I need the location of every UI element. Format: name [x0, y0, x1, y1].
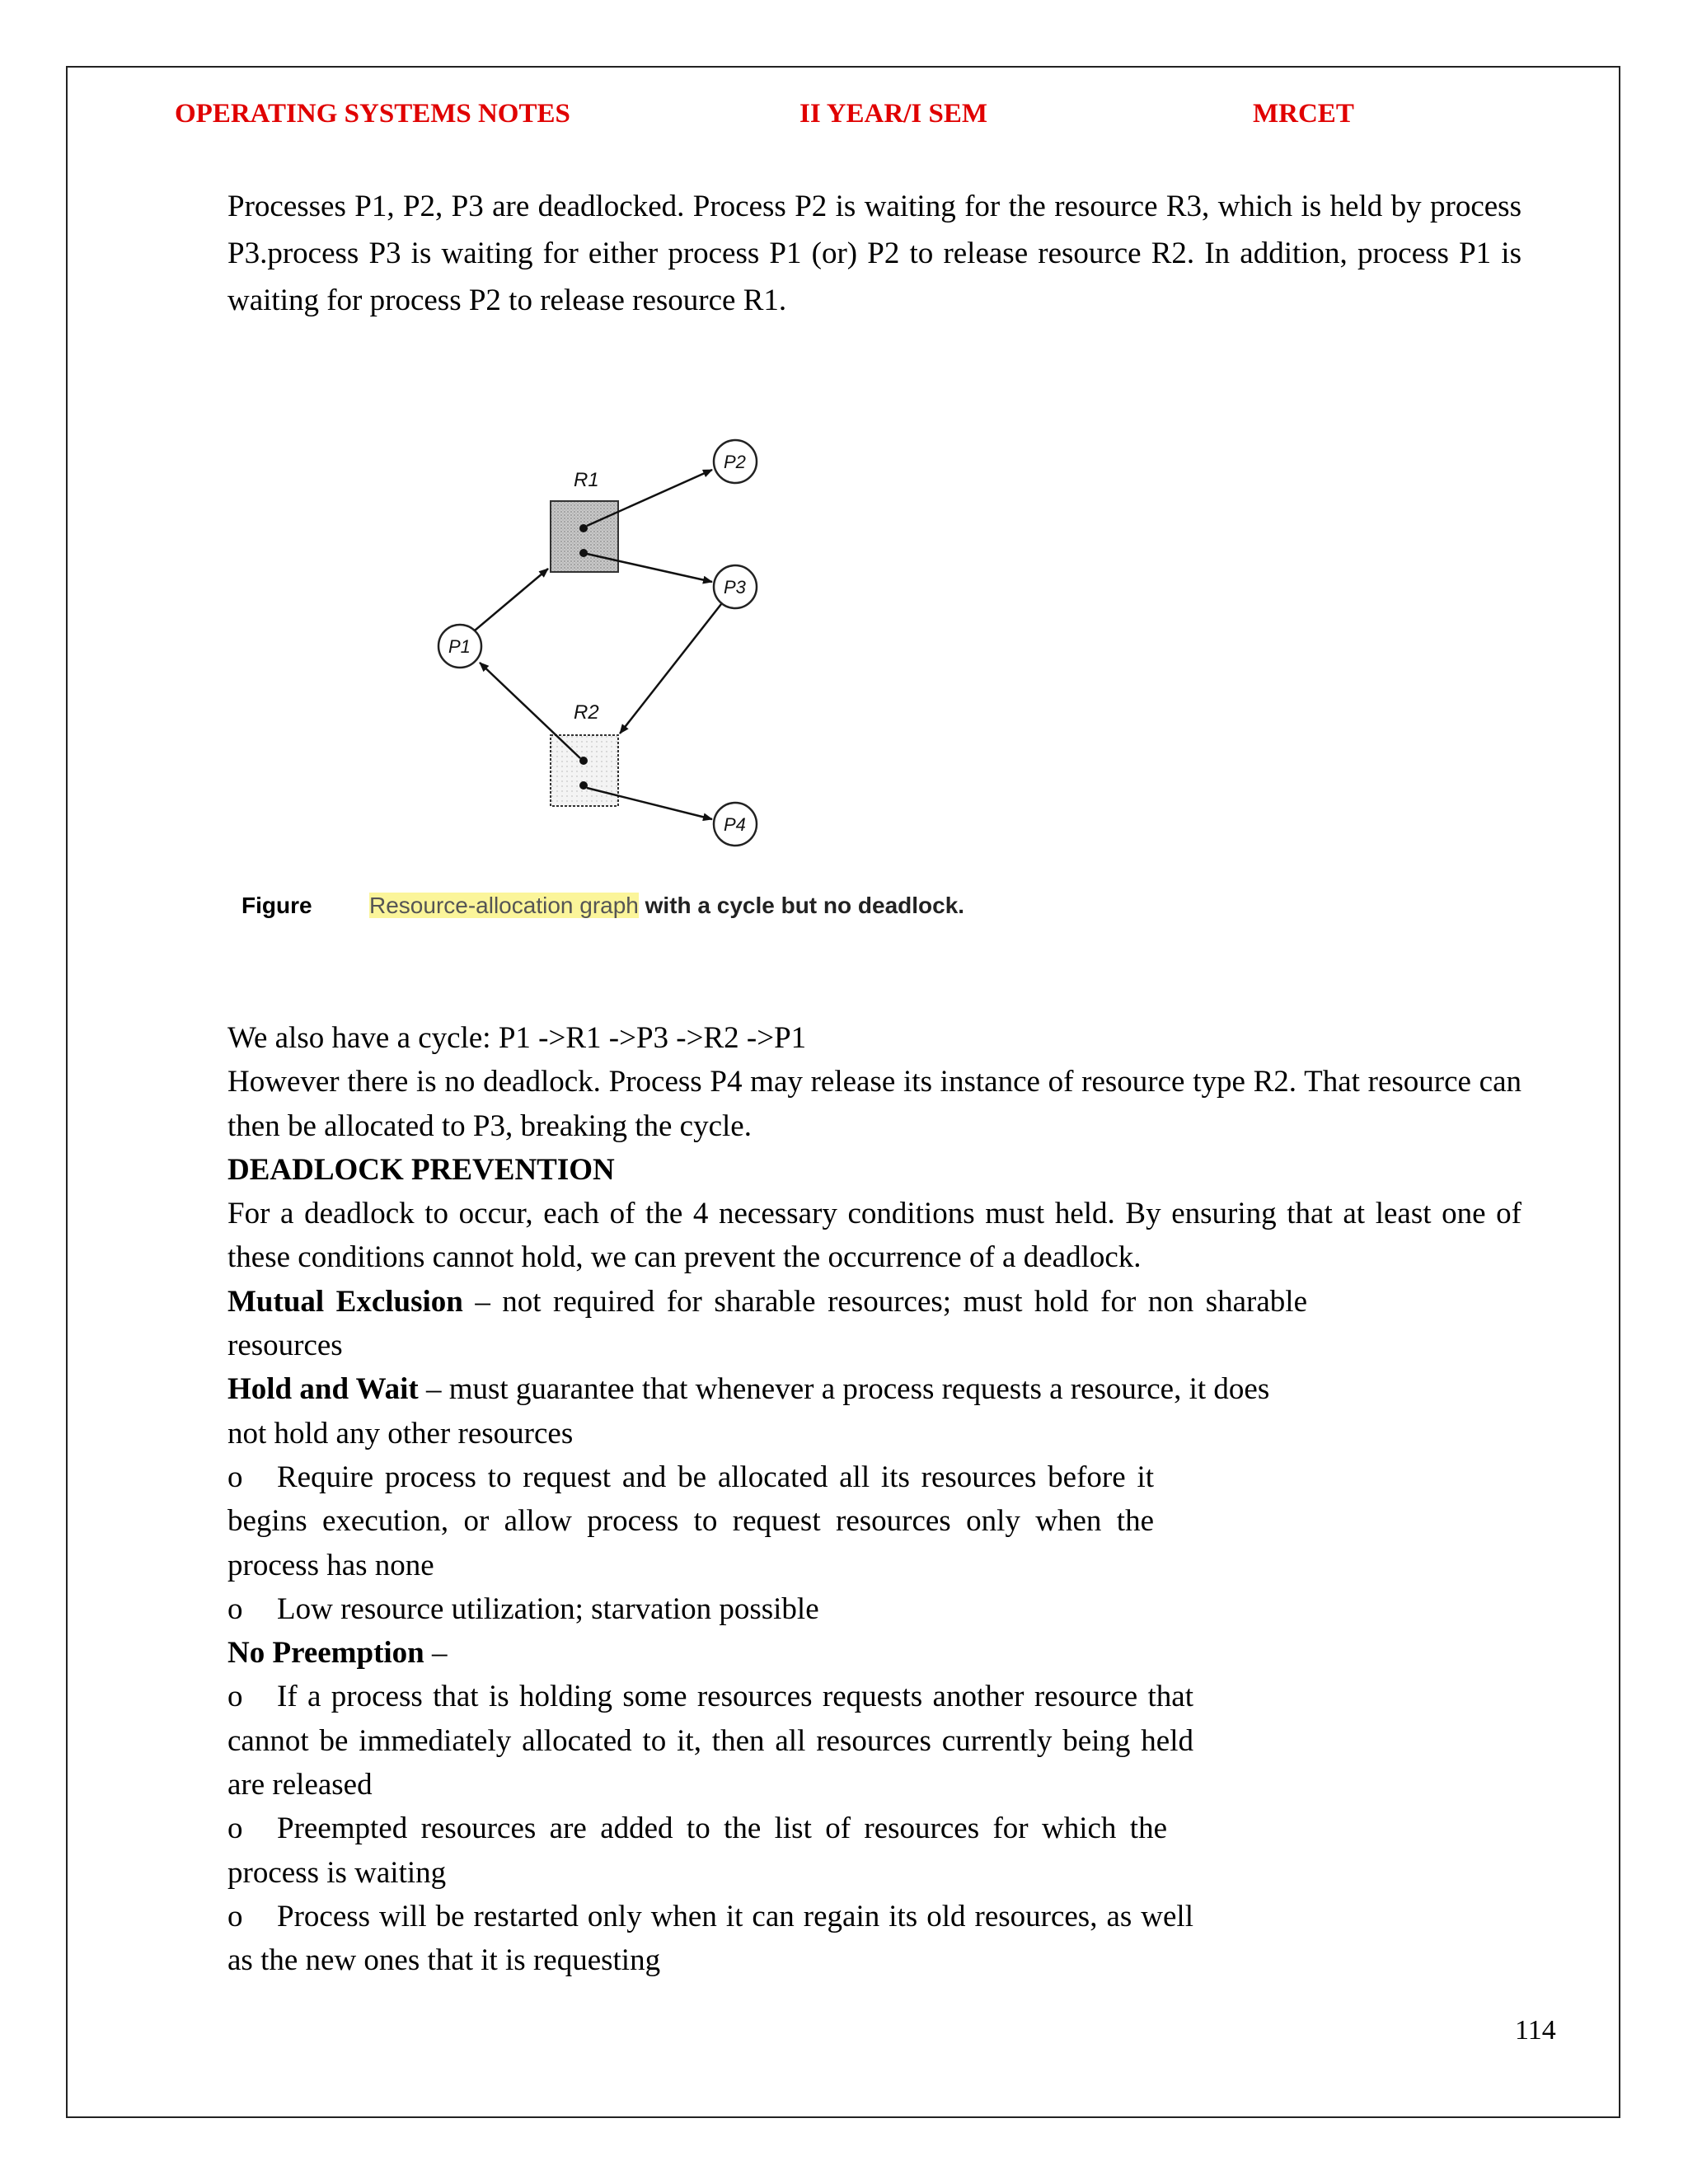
no-preemption-bullet-2: Preempted resources are added to the list of resources for which the process is waiting	[227, 1811, 1167, 1890]
list-item	[227, 1675, 1193, 1807]
mutual-exclusion-text: – not required for sharable resources; must hold for non sharable resources	[227, 1284, 1307, 1363]
list-item	[227, 1807, 1167, 1895]
process-p2-label: P2	[724, 452, 746, 472]
list-item	[227, 1895, 1193, 1983]
resource-r1-instance	[579, 524, 588, 532]
mutual-exclusion-item	[227, 1280, 1307, 1368]
body-text	[227, 1016, 1522, 1983]
no-preemption-term: No Preemption	[227, 1636, 424, 1671]
hold-wait-bullet-1: Require process to request and be allocated all its resources before it begins execution, or allow process to request resources only when the process has none	[227, 1460, 1154, 1582]
header-year-semester: II YEAR/I SEM	[799, 99, 987, 129]
resource-r1-instance	[579, 549, 588, 557]
no-preemption-item	[227, 1631, 1522, 1675]
no-preemption-dash: –	[424, 1636, 448, 1671]
intro-paragraph: Processes P1, P2, P3 are deadlocked. Process P2 is waiting for the resource R3, which is held by process P3.process P3 is waiting for either process P1 (or) P2 to release resource R2. In addition, process P1 is waiting for process P2 to release resource R1.	[227, 190, 1522, 317]
hold-and-wait-text: – must guarantee that whenever a process requests a resource, it does not hold any other resources	[227, 1372, 1270, 1451]
prevention-intro: For a deadlock to occur, each of the 4 necessary conditions must held. By ensuring that at least one of these conditions cannot hold, we can prevent the occurrence of a deadlock.	[227, 1197, 1522, 1275]
edge-r2-assigned-p1	[480, 663, 580, 758]
resource-allocation-graph	[412, 429, 791, 857]
edge-p3-request-r2	[620, 604, 721, 733]
resource-r1-box	[551, 501, 618, 572]
no-preemption-bullet-1: If a process that is holding some resources requests another resource that cannot be immediately allocated to it, then all resources currently being held are released	[227, 1680, 1193, 1802]
resource-r2-box	[551, 735, 618, 806]
header-course-title: OPERATING SYSTEMS NOTES	[175, 99, 570, 129]
list-item	[227, 1455, 1154, 1587]
edge-r1-assigned-p2	[587, 470, 712, 526]
bullet-marker: o	[227, 1811, 243, 1846]
page-number: 114	[1515, 2015, 1556, 2046]
header-institution: MRCET	[1253, 99, 1354, 129]
hold-wait-bullet-2: Low resource utilization; starvation possible	[277, 1591, 819, 1626]
process-p1-label: P1	[448, 636, 471, 657]
bullet-marker: o	[227, 1460, 243, 1494]
section-heading-deadlock-prevention: DEADLOCK PREVENTION	[227, 1152, 615, 1187]
bullet-marker: o	[227, 1680, 243, 1714]
bullet-marker: o	[227, 1591, 243, 1626]
resource-r2-instance	[579, 781, 588, 790]
resource-r1-label: R1	[574, 469, 599, 491]
no-deadlock-paragraph: However there is no deadlock. Process P4 may release its instance of resource type R2. That resource can then be allocated to P3, breaking the cycle.	[227, 1065, 1522, 1143]
edge-p1-request-r1	[475, 569, 548, 630]
cycle-line: We also have a cycle: P1 ->R1 ->P3 ->R2 ->P1	[227, 1021, 807, 1055]
no-preemption-bullet-3: Process will be restarted only when it can regain its old resources, as well as the new ones that it is requesting	[227, 1899, 1193, 1978]
figure-caption-rest: with a cycle but no deadlock.	[638, 893, 965, 918]
process-p4-label: P4	[724, 814, 746, 835]
hold-and-wait-term: Hold and Wait	[227, 1372, 419, 1407]
mutual-exclusion-term: Mutual Exclusion	[227, 1284, 463, 1319]
resource-r2-instance	[579, 757, 588, 765]
figure-caption-label: Figure	[241, 893, 312, 918]
list-item	[227, 1587, 1307, 1631]
process-p3-label: P3	[724, 577, 746, 598]
figure-caption	[369, 893, 964, 919]
hold-and-wait-item	[227, 1367, 1307, 1455]
resource-r2-label: R2	[574, 701, 599, 724]
figure-caption-highlight: Resource-allocation graph	[369, 893, 639, 918]
bullet-marker: o	[227, 1899, 243, 1933]
